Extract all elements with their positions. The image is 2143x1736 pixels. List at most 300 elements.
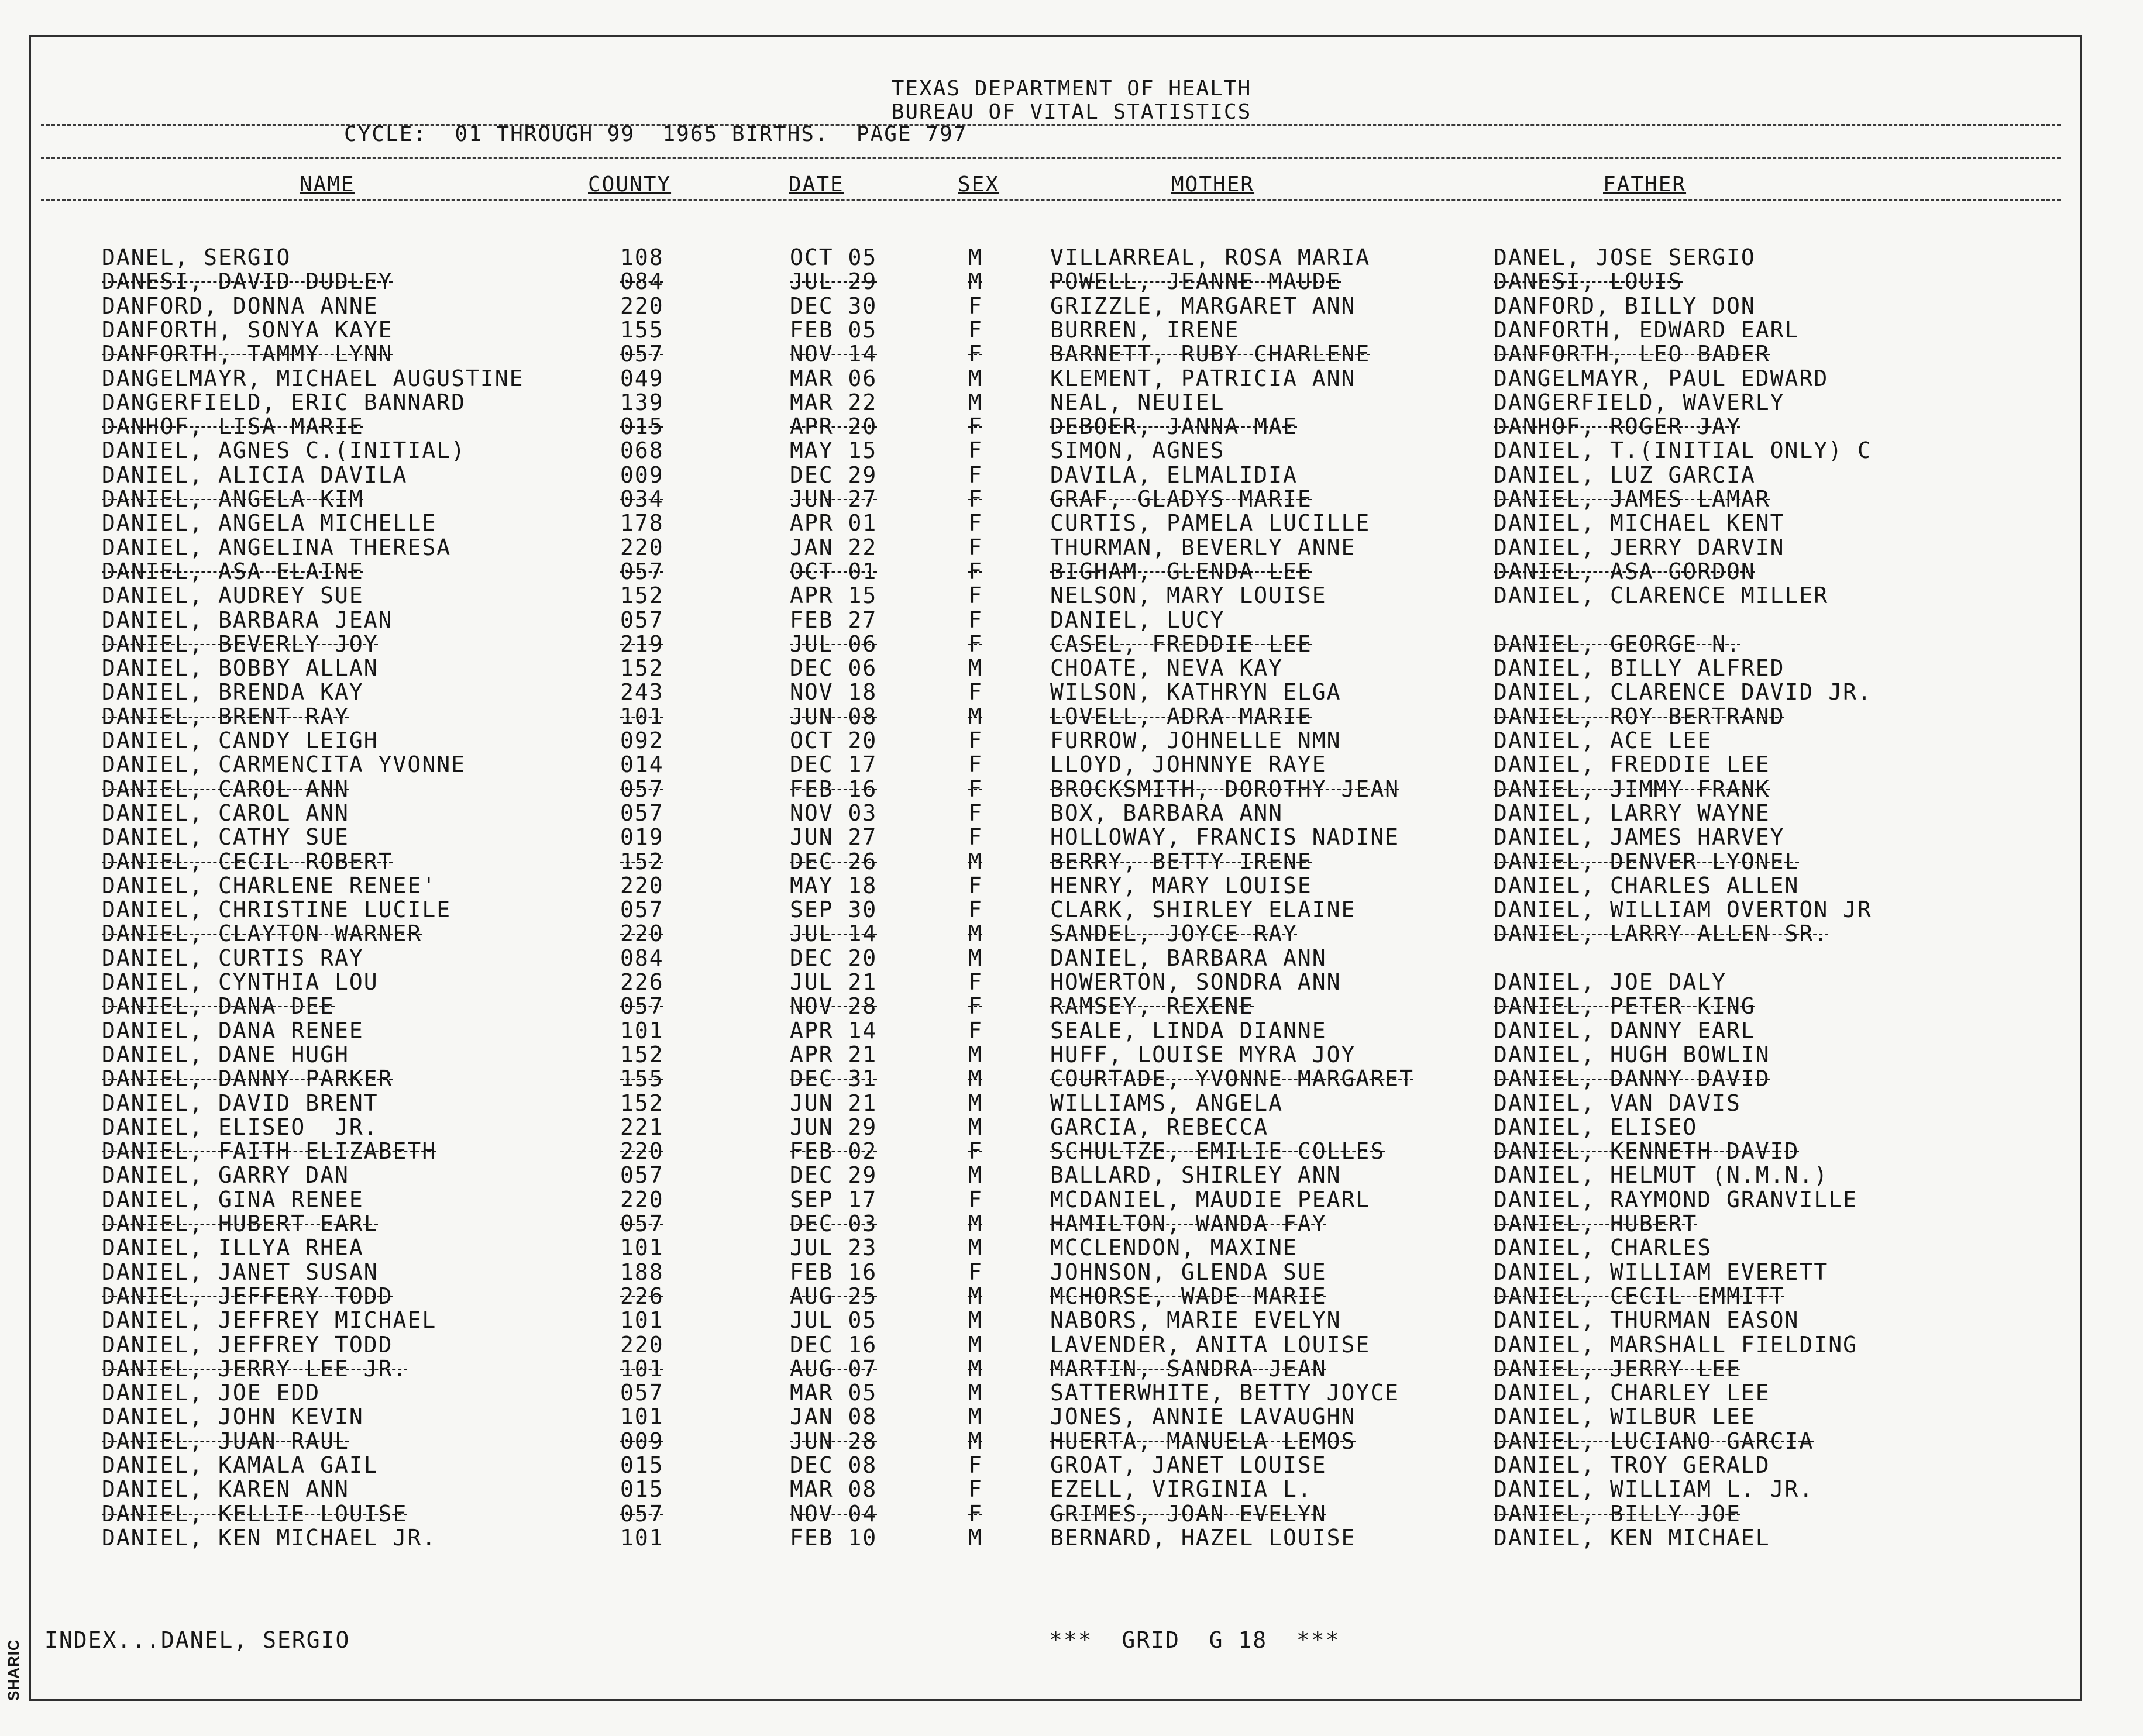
record-sex: F	[968, 535, 983, 560]
record-date: APR 21	[790, 1042, 878, 1067]
record-name: DANIEL, CAROL ANN	[102, 800, 349, 826]
record-name: DANIEL, CHARLENE RENEE'	[102, 873, 437, 898]
record-mother: LAVENDER, ANITA LOUISE	[1050, 1332, 1371, 1358]
record-county: 034	[620, 486, 664, 512]
record-county: 155	[620, 1066, 664, 1091]
record-father: DANEL, JOSE SERGIO	[1494, 244, 1756, 270]
record-date: NOV 04	[790, 1501, 878, 1527]
record-name: DANIEL, KEN MICHAEL JR.	[102, 1525, 437, 1551]
record-sex: F	[968, 800, 983, 826]
record-mother: HUERTA, MANUELA LEMOS	[1050, 1428, 1356, 1454]
record-mother: BOX, BARBARA ANN	[1050, 800, 1284, 826]
header-title: TEXAS DEPARTMENT OF HEALTH	[891, 77, 1252, 101]
record-sex: M	[968, 1211, 983, 1236]
record-date: DEC 03	[790, 1211, 878, 1236]
column-header-father: FATHER	[1603, 173, 1687, 197]
record-county: 057	[620, 607, 664, 633]
record-father: DANIEL, LUZ GARCIA	[1494, 462, 1756, 488]
record-date: JUN 27	[790, 486, 878, 512]
record-name: DANGERFIELD, ERIC BANNARD	[102, 390, 466, 415]
record-mother: BURREN, IRENE	[1050, 317, 1240, 343]
record-sex: M	[968, 390, 983, 415]
record-father: DANIEL, MICHAEL KENT	[1494, 510, 1785, 536]
record-father: DANIEL, JERRY DARVIN	[1494, 535, 1785, 560]
record-name: DANIEL, JERRY LEE JR.	[102, 1356, 408, 1382]
record-name: DANIEL, ANGELINA THERESA	[102, 535, 452, 560]
record-mother: NABORS, MARIE EVELYN	[1050, 1307, 1341, 1333]
record-name: DANFORD, DONNA ANNE	[102, 293, 379, 319]
record-date: JUN 08	[790, 704, 878, 729]
record-sex: F	[968, 438, 983, 463]
record-county: 220	[620, 921, 664, 946]
record-sex: F	[968, 969, 983, 995]
record-mother: LLOYD, JOHNNYE RAYE	[1050, 752, 1327, 777]
record-father: DANIEL, WILLIAM EVERETT	[1494, 1259, 1829, 1285]
record-father: DANIEL, KENNETH DAVID	[1494, 1138, 1800, 1164]
record-county: 220	[620, 873, 664, 898]
record-name: DANIEL, GARRY DAN	[102, 1162, 349, 1188]
record-sex: M	[968, 1283, 983, 1309]
record-name: DANIEL, KAMALA GAIL	[102, 1452, 379, 1478]
record-mother: GRIMES, JOAN EVELYN	[1050, 1501, 1327, 1527]
record-mother: BROCKSMITH, DOROTHY JEAN	[1050, 776, 1400, 802]
record-county: 101	[620, 1235, 664, 1260]
cycle-line: CYCLE: 01 THROUGH 99 1965 BIRTHS. PAGE 797	[344, 122, 968, 146]
record-date: JUN 27	[790, 824, 878, 850]
record-date: DEC 31	[790, 1066, 878, 1091]
record-date: JUL 05	[790, 1307, 878, 1333]
record-county: 152	[620, 583, 664, 608]
record-father: DANIEL, ROY BERTRAND	[1494, 704, 1785, 729]
footer-index: INDEX...DANEL, SERGIO	[44, 1627, 350, 1653]
record-date: DEC 29	[790, 1162, 878, 1188]
record-mother: HENRY, MARY LOUISE	[1050, 873, 1312, 898]
record-name: DANIEL, CLAYTON WARNER	[102, 921, 422, 946]
record-sex: F	[968, 462, 983, 488]
record-date: MAR 05	[790, 1380, 878, 1406]
record-county: 057	[620, 341, 664, 367]
record-father: DANIEL, JIMMY FRANK	[1494, 776, 1770, 802]
record-date: OCT 05	[790, 244, 878, 270]
record-county: 220	[620, 535, 664, 560]
record-name: DANIEL, KAREN ANN	[102, 1476, 349, 1502]
record-name: DANIEL, JANET SUSAN	[102, 1259, 379, 1285]
record-date: JUN 21	[790, 1090, 878, 1116]
record-name: DANIEL, DAVID BRENT	[102, 1090, 379, 1116]
record-sex: F	[968, 414, 983, 439]
record-date: NOV 14	[790, 341, 878, 367]
column-header-name: NAME	[300, 173, 355, 197]
record-name: DANIEL, CECIL ROBERT	[102, 849, 393, 874]
record-mother: FURROW, JOHNELLE NMN	[1050, 728, 1341, 753]
record-date: DEC 26	[790, 849, 878, 874]
record-county: 226	[620, 969, 664, 995]
record-name: DANIEL, ASA ELAINE	[102, 559, 364, 584]
record-date: AUG 25	[790, 1283, 878, 1309]
record-mother: KLEMENT, PATRICIA ANN	[1050, 366, 1356, 391]
record-mother: BERNARD, HAZEL LOUISE	[1050, 1525, 1356, 1551]
record-date: OCT 01	[790, 559, 878, 584]
record-county: 057	[620, 1211, 664, 1236]
record-date: DEC 06	[790, 655, 878, 681]
record-name: DANIEL, CYNTHIA LOU	[102, 969, 379, 995]
record-name: DANIEL, DANA RENEE	[102, 1018, 364, 1043]
record-father: DANFORTH, EDWARD EARL	[1494, 317, 1800, 343]
record-sex: F	[968, 1259, 983, 1285]
record-county: 068	[620, 438, 664, 463]
record-date: NOV 03	[790, 800, 878, 826]
record-father: DANIEL, CLARENCE MILLER	[1494, 583, 1829, 608]
record-name: DANFORTH, TAMMY LYNN	[102, 341, 393, 367]
record-county: 188	[620, 1259, 664, 1285]
record-name: DANIEL, DANA DEE	[102, 993, 335, 1019]
record-mother: HOLLOWAY, FRANCIS NADINE	[1050, 824, 1400, 850]
record-mother: POWELL, JEANNE MAUDE	[1050, 268, 1341, 294]
record-father: DANIEL, WILLIAM OVERTON JR	[1494, 897, 1872, 922]
record-date: DEC 08	[790, 1452, 878, 1478]
record-county: 057	[620, 800, 664, 826]
record-sex: M	[968, 1042, 983, 1067]
record-name: DANIEL, KELLIE LOUISE	[102, 1501, 408, 1527]
record-date: DEC 20	[790, 945, 878, 971]
record-date: SEP 17	[790, 1187, 878, 1213]
record-sex: F	[968, 631, 983, 657]
record-father: DANIEL, LUCIANO GARCIA	[1494, 1428, 1814, 1454]
record-mother: JONES, ANNIE LAVAUGHN	[1050, 1404, 1356, 1430]
record-date: FEB 16	[790, 776, 878, 802]
record-name: DANIEL, JOE EDD	[102, 1380, 321, 1406]
record-sex: F	[968, 993, 983, 1019]
record-date: MAY 18	[790, 873, 878, 898]
record-sex: F	[968, 1476, 983, 1502]
record-date: JUL 23	[790, 1235, 878, 1260]
record-name: DANIEL, HUBERT EARL	[102, 1211, 379, 1236]
record-sex: F	[968, 728, 983, 753]
record-father: DANIEL, JERRY LEE	[1494, 1356, 1741, 1382]
record-name: DANIEL, ANGELA MICHELLE	[102, 510, 437, 536]
record-date: DEC 30	[790, 293, 878, 319]
record-sex: M	[968, 1332, 983, 1358]
record-father: DANIEL, HELMUT (N.M.N.)	[1494, 1162, 1829, 1188]
record-county: 049	[620, 366, 664, 391]
record-mother: SIMON, AGNES	[1050, 438, 1225, 463]
record-county: 226	[620, 1283, 664, 1309]
record-sex: M	[968, 1428, 983, 1454]
record-mother: HUFF, LOUISE MYRA JOY	[1050, 1042, 1356, 1067]
record-date: OCT 20	[790, 728, 878, 753]
record-name: DANHOF, LISA MARIE	[102, 414, 364, 439]
record-date: FEB 16	[790, 1259, 878, 1285]
record-sex: F	[968, 607, 983, 633]
record-name: DANIEL, BOBBY ALLAN	[102, 655, 379, 681]
record-name: DANIEL, DANE HUGH	[102, 1042, 349, 1067]
record-father: DANIEL, ACE LEE	[1494, 728, 1712, 753]
record-father: DANFORD, BILLY DON	[1494, 293, 1756, 319]
record-mother: BERRY, BETTY IRENE	[1050, 849, 1312, 874]
record-name: DANIEL, DANNY PARKER	[102, 1066, 393, 1091]
record-sex: M	[968, 945, 983, 971]
record-mother: SANDEL, JOYCE RAY	[1050, 921, 1298, 946]
record-father: DANIEL, THURMAN EASON	[1494, 1307, 1800, 1333]
record-mother: MCDANIEL, MAUDIE PEARL	[1050, 1187, 1371, 1213]
record-date: JAN 08	[790, 1404, 878, 1430]
record-date: JUL 14	[790, 921, 878, 946]
record-date: APR 15	[790, 583, 878, 608]
record-father: DANIEL, GEORGE N.	[1494, 631, 1741, 657]
record-father: DANIEL, ASA GORDON	[1494, 559, 1756, 584]
record-date: JUN 29	[790, 1114, 878, 1140]
record-date: APR 01	[790, 510, 878, 536]
record-sex: F	[968, 486, 983, 512]
record-father: DANIEL, T.(INITIAL ONLY) C	[1494, 438, 1872, 463]
record-father: DANIEL, FREDDIE LEE	[1494, 752, 1770, 777]
column-header-mother: MOTHER	[1171, 173, 1255, 197]
record-mother: THURMAN, BEVERLY ANNE	[1050, 535, 1356, 560]
record-name: DANIEL, BRENDA KAY	[102, 679, 364, 705]
record-name: DANIEL, CANDY LEIGH	[102, 728, 379, 753]
record-county: 057	[620, 559, 664, 584]
record-date: JUL 29	[790, 268, 878, 294]
record-mother: DANIEL, LUCY	[1050, 607, 1225, 633]
record-father: DANIEL, WILLIAM L. JR.	[1494, 1476, 1814, 1502]
record-father: DANGERFIELD, WAVERLY	[1494, 390, 1785, 415]
record-name: DANIEL, GINA RENEE	[102, 1187, 364, 1213]
record-sex: F	[968, 341, 983, 367]
record-name: DANEL, SERGIO	[102, 244, 291, 270]
record-father: DANIEL, PETER KING	[1494, 993, 1756, 1019]
record-mother: DANIEL, BARBARA ANN	[1050, 945, 1327, 971]
record-mother: EZELL, VIRGINIA L.	[1050, 1476, 1312, 1502]
record-county: 152	[620, 1090, 664, 1116]
record-mother: CURTIS, PAMELA LUCILLE	[1050, 510, 1371, 536]
record-sex: F	[968, 559, 983, 584]
record-date: MAR 22	[790, 390, 878, 415]
record-county: 101	[620, 1525, 664, 1551]
record-county: 155	[620, 317, 664, 343]
record-county: 152	[620, 849, 664, 874]
record-father: DANIEL, LARRY WAYNE	[1494, 800, 1770, 826]
record-county: 084	[620, 945, 664, 971]
record-father: DANIEL, ELISEO	[1494, 1114, 1698, 1140]
record-mother: MARTIN, SANDRA JEAN	[1050, 1356, 1327, 1382]
record-county: 101	[620, 704, 664, 729]
record-sex: F	[968, 317, 983, 343]
record-date: DEC 16	[790, 1332, 878, 1358]
record-father: DANIEL, HUBERT	[1494, 1211, 1698, 1236]
record-mother: RAMSEY, REXENE	[1050, 993, 1254, 1019]
record-mother: MCCLENDON, MAXINE	[1050, 1235, 1298, 1260]
record-county: 243	[620, 679, 664, 705]
record-sex: F	[968, 873, 983, 898]
record-sex: M	[968, 921, 983, 946]
record-mother: WILLIAMS, ANGELA	[1050, 1090, 1284, 1116]
record-county: 019	[620, 824, 664, 850]
record-mother: MCHORSE, WADE MARIE	[1050, 1283, 1327, 1309]
record-name: DANFORTH, SONYA KAYE	[102, 317, 393, 343]
record-father: DANIEL, BILLY ALFRED	[1494, 655, 1785, 681]
record-father: DANIEL, JAMES LAMAR	[1494, 486, 1770, 512]
record-county: 139	[620, 390, 664, 415]
record-mother: SATTERWHITE, BETTY JOYCE	[1050, 1380, 1400, 1406]
record-sex: F	[968, 1452, 983, 1478]
record-mother: COURTADE, YVONNE MARGARET	[1050, 1066, 1414, 1091]
record-sex: F	[968, 510, 983, 536]
record-date: JUL 21	[790, 969, 878, 995]
record-county: 057	[620, 1501, 664, 1527]
column-header-county: COUNTY	[588, 173, 672, 197]
record-sex: M	[968, 1114, 983, 1140]
column-header-sex: SEX	[958, 173, 1000, 197]
record-date: MAR 06	[790, 366, 878, 391]
record-sex: M	[968, 1162, 983, 1188]
record-sex: M	[968, 1380, 983, 1406]
record-sex: F	[968, 1187, 983, 1213]
record-county: 108	[620, 244, 664, 270]
record-name: DANIEL, BEVERLY JOY	[102, 631, 379, 657]
header-subtitle: BUREAU OF VITAL STATISTICS	[891, 100, 1252, 124]
record-county: 092	[620, 728, 664, 753]
record-father: DANESI, LOUIS	[1494, 268, 1683, 294]
record-sex: M	[968, 1307, 983, 1333]
record-sex: M	[968, 244, 983, 270]
header-rule-middle	[41, 157, 2061, 159]
record-mother: DEBOER, JANNA MAE	[1050, 414, 1298, 439]
record-sex: M	[968, 1066, 983, 1091]
record-father: DANIEL, CHARLES	[1494, 1235, 1712, 1260]
record-name: DANIEL, ALICIA DAVILA	[102, 462, 408, 488]
record-father: DANIEL, TROY GERALD	[1494, 1452, 1770, 1478]
record-mother: BARNETT, RUBY CHARLENE	[1050, 341, 1371, 367]
record-mother: BIGHAM, GLENDA LEE	[1050, 559, 1312, 584]
record-mother: CASEL, FREDDIE LEE	[1050, 631, 1312, 657]
record-date: SEP 30	[790, 897, 878, 922]
record-father: DANIEL, DENVER LYONEL	[1494, 849, 1800, 874]
record-date: DEC 29	[790, 462, 878, 488]
record-father: DANIEL, MARSHALL FIELDING	[1494, 1332, 1858, 1358]
record-name: DANIEL, JOHN KEVIN	[102, 1404, 364, 1430]
record-father: DANIEL, LARRY ALLEN SR.	[1494, 921, 1829, 946]
record-father: DANIEL, DANNY EARL	[1494, 1018, 1756, 1043]
record-mother: NEAL, NEUIEL	[1050, 390, 1225, 415]
record-county: 057	[620, 776, 664, 802]
record-name: DANIEL, JUAN RAUL	[102, 1428, 349, 1454]
record-sex: M	[968, 1090, 983, 1116]
record-sex: M	[968, 366, 983, 391]
record-sex: F	[968, 293, 983, 319]
record-date: APR 14	[790, 1018, 878, 1043]
record-father: DANIEL, CECIL EMMITT	[1494, 1283, 1785, 1309]
record-father: DANIEL, CHARLES ALLEN	[1494, 873, 1800, 898]
record-date: AUG 07	[790, 1356, 878, 1382]
record-date: APR 20	[790, 414, 878, 439]
record-sex: M	[968, 1356, 983, 1382]
record-father: DANFORTH, LEO BADER	[1494, 341, 1770, 367]
record-sex: F	[968, 583, 983, 608]
record-mother: SCHULTZE, EMILIE COLLES	[1050, 1138, 1385, 1164]
record-county: 220	[620, 1332, 664, 1358]
record-date: FEB 05	[790, 317, 878, 343]
record-county: 221	[620, 1114, 664, 1140]
record-mother: VILLARREAL, ROSA MARIA	[1050, 244, 1371, 270]
record-mother: CHOATE, NEVA KAY	[1050, 655, 1284, 681]
record-county: 057	[620, 1162, 664, 1188]
side-label: SHARIC	[5, 1639, 22, 1701]
record-father: DANIEL, VAN DAVIS	[1494, 1090, 1741, 1116]
record-father: DANHOF, ROGER JAY	[1494, 414, 1741, 439]
record-mother: HAMILTON, WANDA FAY	[1050, 1211, 1327, 1236]
record-father: DANIEL, CLARENCE DAVID JR.	[1494, 679, 1872, 705]
record-county: 219	[620, 631, 664, 657]
record-name: DANIEL, AUDREY SUE	[102, 583, 364, 608]
record-sex: F	[968, 1138, 983, 1164]
record-father: DANIEL, RAYMOND GRANVILLE	[1494, 1187, 1858, 1213]
record-county: 009	[620, 462, 664, 488]
record-name: DANIEL, ANGELA KIM	[102, 486, 364, 512]
record-name: DANIEL, CAROL ANN	[102, 776, 349, 802]
record-county: 101	[620, 1356, 664, 1382]
record-name: DANIEL, BRENT RAY	[102, 704, 349, 729]
record-date: JUN 28	[790, 1428, 878, 1454]
record-county: 101	[620, 1404, 664, 1430]
record-father: DANIEL, KEN MICHAEL	[1494, 1525, 1770, 1551]
record-name: DANIEL, AGNES C.(INITIAL)	[102, 438, 466, 463]
record-name: DANIEL, JEFFREY MICHAEL	[102, 1307, 437, 1333]
record-father: DANIEL, BILLY JOE	[1494, 1501, 1741, 1527]
record-father: DANIEL, JOE DALY	[1494, 969, 1727, 995]
record-mother: JOHNSON, GLENDA SUE	[1050, 1259, 1327, 1285]
record-sex: F	[968, 776, 983, 802]
record-mother: GROAT, JANET LOUISE	[1050, 1452, 1327, 1478]
record-father: DANGELMAYR, PAUL EDWARD	[1494, 366, 1829, 391]
record-name: DANGELMAYR, MICHAEL AUGUSTINE	[102, 366, 524, 391]
record-sex: M	[968, 1525, 983, 1551]
record-father: DANIEL, JAMES HARVEY	[1494, 824, 1785, 850]
record-county: 220	[620, 1138, 664, 1164]
record-mother: BALLARD, SHIRLEY ANN	[1050, 1162, 1341, 1188]
record-father: DANIEL, HUGH BOWLIN	[1494, 1042, 1770, 1067]
record-name: DANIEL, JEFFREY TODD	[102, 1332, 393, 1358]
record-date: DEC 17	[790, 752, 878, 777]
record-name: DANIEL, CARMENCITA YVONNE	[102, 752, 466, 777]
column-header-rule	[41, 199, 2061, 201]
record-mother: SEALE, LINDA DIANNE	[1050, 1018, 1327, 1043]
record-county: 178	[620, 510, 664, 536]
record-county: 152	[620, 655, 664, 681]
record-date: NOV 18	[790, 679, 878, 705]
record-father: DANIEL, WILBUR LEE	[1494, 1404, 1756, 1430]
record-sex: M	[968, 1404, 983, 1430]
record-county: 057	[620, 1380, 664, 1406]
record-sex: M	[968, 268, 983, 294]
record-sex: F	[968, 752, 983, 777]
record-name: DANIEL, FAITH ELIZABETH	[102, 1138, 437, 1164]
record-name: DANIEL, JEFFERY TODD	[102, 1283, 393, 1309]
record-county: 084	[620, 268, 664, 294]
record-sex: F	[968, 1018, 983, 1043]
record-sex: F	[968, 824, 983, 850]
record-county: 101	[620, 1307, 664, 1333]
record-mother: DAVILA, ELMALIDIA	[1050, 462, 1298, 488]
record-mother: LOVELL, ADRA MARIE	[1050, 704, 1312, 729]
record-date: JUL 06	[790, 631, 878, 657]
record-date: FEB 02	[790, 1138, 878, 1164]
record-county: 101	[620, 1018, 664, 1043]
record-sex: M	[968, 704, 983, 729]
record-mother: GARCIA, REBECCA	[1050, 1114, 1269, 1140]
column-header-date: DATE	[789, 173, 844, 197]
record-county: 015	[620, 1476, 664, 1502]
record-sex: M	[968, 655, 983, 681]
